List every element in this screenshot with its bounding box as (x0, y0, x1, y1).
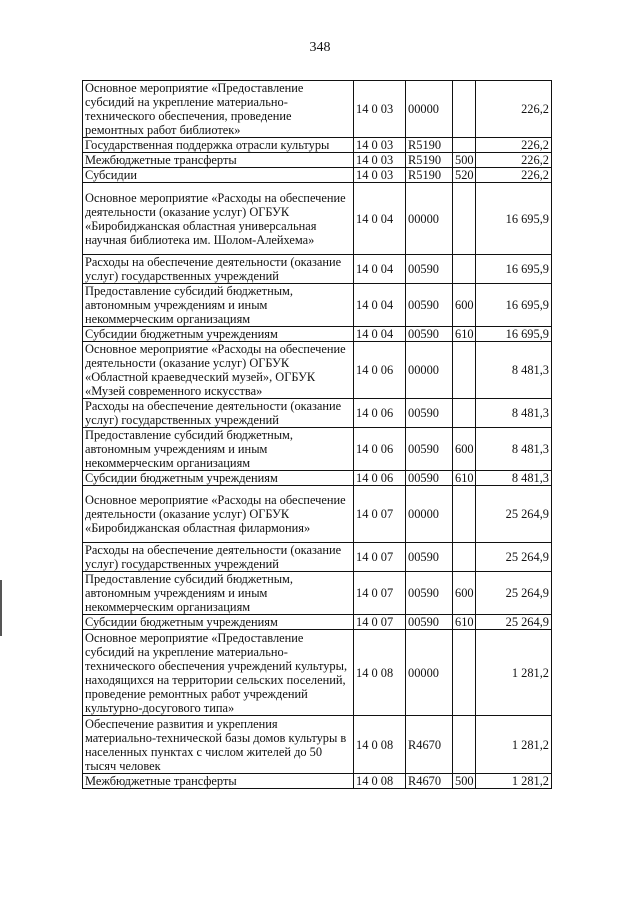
table-row (83, 327, 552, 342)
cell-expense-type: 500 (453, 774, 476, 789)
cell-target: 00590 (406, 399, 453, 428)
cell-section: 14 0 04 (354, 183, 406, 255)
cell-section: 14 0 07 (354, 486, 406, 543)
table-row (83, 168, 552, 183)
cell-amount: 8 481,3 (476, 471, 552, 486)
cell-target: 00000 (406, 183, 453, 255)
cell-target: 00000 (406, 81, 453, 138)
cell-section: 14 0 06 (354, 342, 406, 399)
cell-expense-type (453, 399, 476, 428)
cell-name: Расходы на обеспечение деятельности (оказание услуг) государственных учреждений (83, 255, 354, 284)
cell-amount: 25 264,9 (476, 486, 552, 543)
cell-section: 14 0 06 (354, 428, 406, 471)
table-row (83, 471, 552, 486)
cell-section: 14 0 03 (354, 81, 406, 138)
cell-name: Основное мероприятие «Предоставление субсидий на укрепление материально-технического обеспечения, проведение ремонтных работ библиотек» (83, 81, 354, 138)
table-row (83, 284, 552, 327)
cell-section: 14 0 07 (354, 543, 406, 572)
cell-name: Межбюджетные трансферты (83, 774, 354, 789)
table-row (83, 138, 552, 153)
scan-margin-mark (0, 580, 2, 636)
budget-table-body (83, 81, 552, 789)
cell-section: 14 0 03 (354, 138, 406, 153)
cell-expense-type: 520 (453, 168, 476, 183)
cell-amount: 16 695,9 (476, 183, 552, 255)
cell-amount: 226,2 (476, 138, 552, 153)
cell-name: Основное мероприятие «Расходы на обеспечение деятельности (оказание услуг) ОГБУК «Областной краеведческий музей», ОГБУК «Музей современного искусства» (83, 342, 354, 399)
table-row (83, 543, 552, 572)
cell-amount: 1 281,2 (476, 630, 552, 716)
cell-expense-type (453, 138, 476, 153)
cell-target: 00590 (406, 255, 453, 284)
cell-amount: 226,2 (476, 168, 552, 183)
cell-expense-type (453, 255, 476, 284)
cell-target: 00000 (406, 486, 453, 543)
cell-target: R5190 (406, 168, 453, 183)
cell-section: 14 0 06 (354, 471, 406, 486)
table-row (83, 428, 552, 471)
table-row (83, 399, 552, 428)
cell-expense-type (453, 342, 476, 399)
cell-name: Предоставление субсидий бюджетным, автономным учреждениям и иным некоммерческим организациям (83, 428, 354, 471)
cell-expense-type: 600 (453, 428, 476, 471)
cell-expense-type (453, 716, 476, 774)
cell-name: Основное мероприятие «Предоставление субсидий на укрепление материально-технического обеспечения учреждений культуры, находящихся на территории сельских поселений, проведение ремонтных работ учреждений культурно-досугового типа» (83, 630, 354, 716)
cell-section: 14 0 04 (354, 284, 406, 327)
cell-expense-type (453, 543, 476, 572)
cell-target: 00000 (406, 342, 453, 399)
cell-target: R5190 (406, 138, 453, 153)
table-row (83, 486, 552, 543)
cell-amount: 8 481,3 (476, 342, 552, 399)
page-number: 348 (309, 40, 331, 55)
table-row (83, 716, 552, 774)
cell-name: Межбюджетные трансферты (83, 153, 354, 168)
cell-section: 14 0 04 (354, 327, 406, 342)
table-row (83, 774, 552, 789)
cell-section: 14 0 06 (354, 399, 406, 428)
cell-section: 14 0 04 (354, 255, 406, 284)
cell-amount: 226,2 (476, 153, 552, 168)
cell-name: Предоставление субсидий бюджетным, автономным учреждениям и иным некоммерческим организациям (83, 284, 354, 327)
cell-name: Основное мероприятие «Расходы на обеспечение деятельности (оказание услуг) ОГБУК «Биробиджанская областная универсальная научная библиотека им. Шолом-Алейхема» (83, 183, 354, 255)
cell-section: 14 0 07 (354, 615, 406, 630)
cell-target: R5190 (406, 153, 453, 168)
cell-expense-type (453, 183, 476, 255)
cell-expense-type: 500 (453, 153, 476, 168)
cell-amount: 25 264,9 (476, 572, 552, 615)
cell-name: Расходы на обеспечение деятельности (оказание услуг) государственных учреждений (83, 543, 354, 572)
cell-target: 00590 (406, 327, 453, 342)
cell-target: 00590 (406, 428, 453, 471)
table-row (83, 153, 552, 168)
cell-name: Субсидии бюджетным учреждениям (83, 615, 354, 630)
cell-expense-type: 610 (453, 471, 476, 486)
cell-section: 14 0 07 (354, 572, 406, 615)
cell-name: Предоставление субсидий бюджетным, автономным учреждениям и иным некоммерческим организациям (83, 572, 354, 615)
budget-table (82, 80, 552, 789)
table-row (83, 615, 552, 630)
table-row (83, 630, 552, 716)
cell-expense-type: 600 (453, 284, 476, 327)
cell-name: Субсидии (83, 168, 354, 183)
cell-amount: 226,2 (476, 81, 552, 138)
cell-amount: 1 281,2 (476, 774, 552, 789)
cell-expense-type (453, 81, 476, 138)
cell-section: 14 0 03 (354, 168, 406, 183)
cell-amount: 8 481,3 (476, 428, 552, 471)
cell-target: R4670 (406, 716, 453, 774)
cell-amount: 16 695,9 (476, 327, 552, 342)
cell-amount: 25 264,9 (476, 543, 552, 572)
cell-section: 14 0 08 (354, 716, 406, 774)
cell-target: 00590 (406, 471, 453, 486)
cell-section: 14 0 08 (354, 630, 406, 716)
cell-expense-type: 610 (453, 327, 476, 342)
cell-section: 14 0 08 (354, 774, 406, 789)
cell-amount: 1 281,2 (476, 716, 552, 774)
cell-amount: 16 695,9 (476, 284, 552, 327)
cell-name: Обеспечение развития и укрепления материально-технической базы домов культуры в населенных пунктах с числом жителей до 50 тысяч человек (83, 716, 354, 774)
table-row (83, 183, 552, 255)
table-row (83, 572, 552, 615)
cell-expense-type: 600 (453, 572, 476, 615)
cell-expense-type (453, 630, 476, 716)
cell-name: Расходы на обеспечение деятельности (оказание услуг) государственных учреждений (83, 399, 354, 428)
cell-target: R4670 (406, 774, 453, 789)
cell-name: Субсидии бюджетным учреждениям (83, 471, 354, 486)
cell-expense-type: 610 (453, 615, 476, 630)
cell-target: 00590 (406, 284, 453, 327)
cell-section: 14 0 03 (354, 153, 406, 168)
cell-target: 00590 (406, 615, 453, 630)
table-row (83, 342, 552, 399)
cell-target: 00590 (406, 572, 453, 615)
cell-expense-type (453, 486, 476, 543)
cell-name: Основное мероприятие «Расходы на обеспечение деятельности (оказание услуг) ОГБУК «Биробиджанская областная филармония» (83, 486, 354, 543)
cell-target: 00000 (406, 630, 453, 716)
table-row (83, 81, 552, 138)
table-row (83, 255, 552, 284)
cell-name: Государственная поддержка отрасли культуры (83, 138, 354, 153)
cell-amount: 8 481,3 (476, 399, 552, 428)
cell-target: 00590 (406, 543, 453, 572)
cell-amount: 25 264,9 (476, 615, 552, 630)
cell-amount: 16 695,9 (476, 255, 552, 284)
cell-name: Субсидии бюджетным учреждениям (83, 327, 354, 342)
